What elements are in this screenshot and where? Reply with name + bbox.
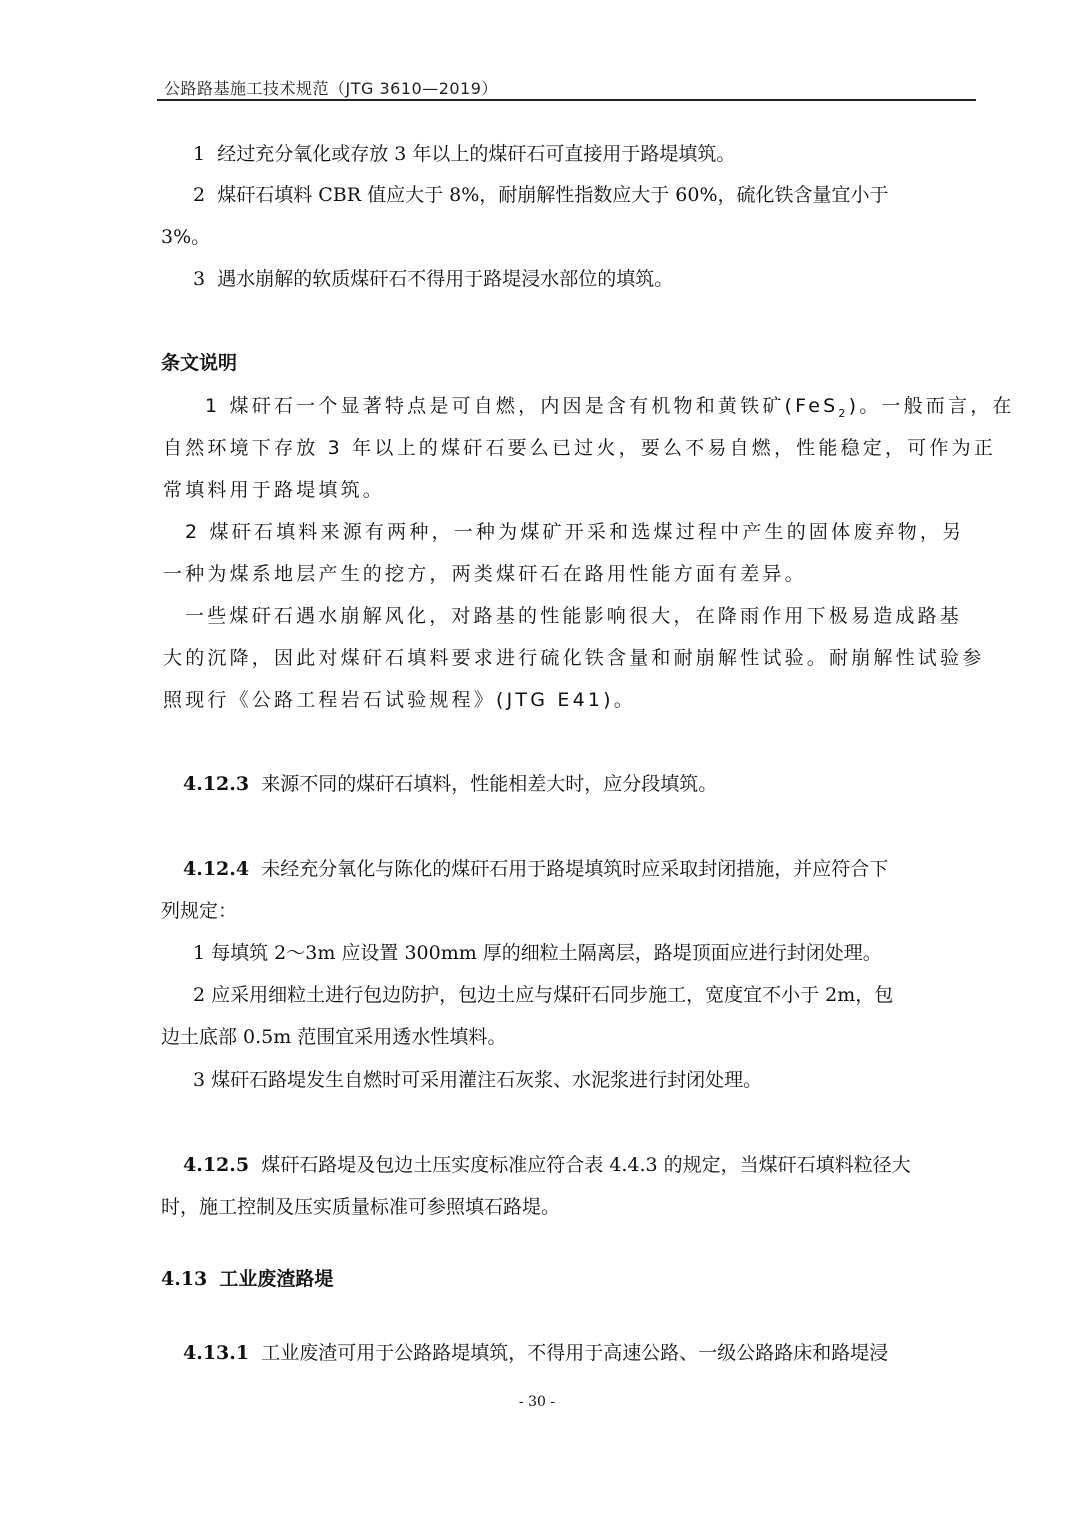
section-4-13-heading <box>161 1267 333 1291</box>
text: 1 煤矸石一个显著特点是可自燃，内因是含有机物和黄铁矿(FeS <box>205 395 839 417</box>
page-number: - 30 - <box>518 1394 556 1410</box>
clause-4-12-4-item-2-cont: 边土底部 0.5m 范围宜采用透水性填料。 <box>161 1026 507 1048</box>
clause-text: 来源不同的煤矸石填料，性能相差大时，应分段填筑。 <box>261 773 718 795</box>
explanation-p2-line2: 一种为煤系地层产生的挖方，两类煤矸石在路用性能方面有差异。 <box>163 563 807 585</box>
text: )。一般而言，在 <box>848 395 1015 417</box>
item-text: 经过充分氧化或存放 3 年以上的煤矸石可直接用于路堤填筑。 <box>217 143 736 165</box>
item-num: 1 <box>193 143 206 165</box>
explanation-p3-line2: 大的沉降，因此对煤矸石填料要求进行硫化铁含量和耐崩解性试验。耐崩解性试验参 <box>163 647 985 669</box>
item-3 <box>193 267 673 291</box>
clause-4-12-5-cont: 时，施工控制及压实质量标准可参照填石路堤。 <box>161 1196 561 1218</box>
explanation-p1-line1 <box>205 394 1015 426</box>
item-text: 遇水崩解的软质煤矸石不得用于路堤浸水部位的填筑。 <box>217 268 674 290</box>
clause-4-12-3 <box>183 772 717 796</box>
explanation-p3-line1: 一些煤矸石遇水崩解风化，对路基的性能影响很大，在降雨作用下极易造成路基 <box>185 605 963 627</box>
item-num: 2 <box>193 184 206 206</box>
explanation-p2-line1: 2 煤矸石填料来源有两种，一种为煤矿开采和选煤过程中产生的固体废弃物，另 <box>185 521 965 543</box>
clause-number: 4.12.5 <box>183 1154 250 1176</box>
running-header: 公路路基施工技术规范（JTG 3610—2019） <box>164 79 498 98</box>
header-rule <box>157 99 976 101</box>
section-title: 工业废渣路堤 <box>219 1268 334 1290</box>
clause-number: 4.13.1 <box>183 1342 250 1364</box>
explanation-p1-line2: 自然环境下存放 3 年以上的煤矸石要么已过火，要么不易自燃，性能稳定，可作为正 <box>163 437 996 459</box>
clause-4-12-5 <box>183 1153 911 1177</box>
item-1 <box>193 142 735 166</box>
explanation-heading: 条文说明 <box>161 352 238 374</box>
subscript: 2 <box>838 406 849 420</box>
clause-text: 未经充分氧化与陈化的煤矸石用于路堤填筑时应采取封闭措施，并应符合下 <box>261 858 889 880</box>
clause-4-12-4-cont: 列规定： <box>161 900 238 922</box>
clause-4-12-4-item-1: 1 每填筑 2～3m 应设置 300mm 厚的细粒土隔离层，路堤顶面应进行封闭处理。 <box>193 942 882 964</box>
clause-text: 工业废渣可用于公路路堤填筑，不得用于高速公路、一级公路路床和路堤浸 <box>261 1342 889 1364</box>
explanation-p1-line3: 常填料用于路堤填筑。 <box>163 479 386 501</box>
clause-4-12-4 <box>183 857 888 881</box>
item-2-cont: 3%。 <box>161 226 211 248</box>
item-num: 3 <box>193 268 206 290</box>
clause-4-12-4-item-3: 3 煤矸石路堤发生自燃时可采用灌注石灰浆、水泥浆进行封闭处理。 <box>193 1069 763 1091</box>
section-number: 4.13 <box>161 1268 208 1290</box>
item-text: 煤矸石填料 CBR 值应大于 8%，耐崩解性指数应大于 60%，硫化铁含量宜小于 <box>217 184 889 206</box>
explanation-p3-line3: 照现行《公路工程岩石试验规程》(JTG E41)。 <box>163 689 636 711</box>
item-2 <box>193 183 889 207</box>
clause-number: 4.12.4 <box>183 858 250 880</box>
clause-text: 煤矸石路堤及包边土压实度标准应符合表 4.4.3 的规定，当煤矸石填料粒径大 <box>261 1154 911 1176</box>
clause-4-12-4-item-2: 2 应采用细粒土进行包边防护，包边土应与煤矸石同步施工，宽度宜不小于 2m，包 <box>193 984 894 1006</box>
clause-number: 4.12.3 <box>183 773 250 795</box>
clause-4-13-1 <box>183 1341 888 1365</box>
